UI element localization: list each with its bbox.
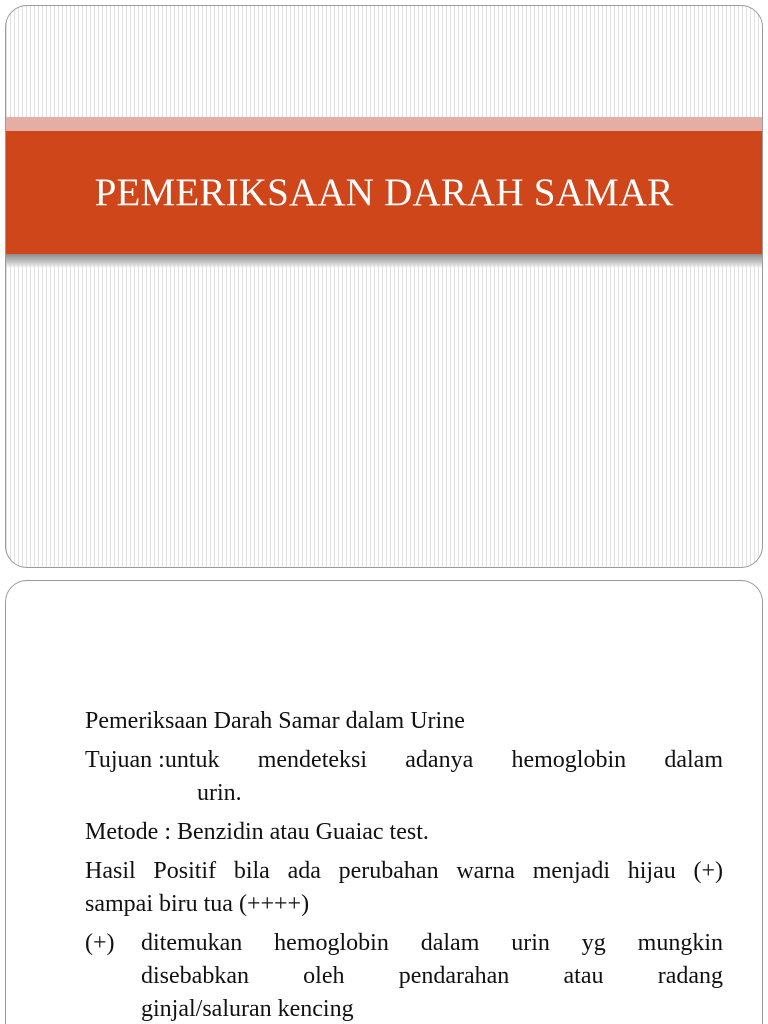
positive-result-item	[85, 927, 723, 1024]
metode-paragraph: Metode : Benzidin atau Guaiac test.	[85, 819, 429, 845]
item-line1: ditemukan hemoglobin dalam urin yg mungkin	[141, 930, 723, 956]
tujuan-paragraph	[85, 744, 723, 810]
content-heading: Pemeriksaan Darah Samar dalam Urine	[85, 708, 465, 734]
tujuan-label: Tujuan :	[85, 747, 165, 773]
tujuan-text-line2: urin.	[197, 780, 242, 806]
hasil-line2: sampai biru tua (++++)	[85, 891, 310, 917]
hasil-line1: Hasil Positif bila ada perubahan warna menjadi hijau (+)	[85, 858, 723, 884]
title-accent-band	[6, 117, 762, 131]
title-shadow	[6, 254, 762, 268]
item-marker: (+)	[85, 930, 115, 956]
title-slide	[5, 5, 763, 568]
tujuan-text-line1: untuk mendeteksi adanya hemoglobin dalam	[164, 747, 723, 773]
content-slide	[5, 580, 763, 1024]
content-body	[85, 705, 723, 1024]
title-band	[6, 131, 762, 254]
item-line3: ginjal/saluran kencing	[141, 996, 354, 1022]
item-line2: disebabkan oleh pendarahan atau radang	[141, 963, 723, 989]
slide-title: PEMERIKSAAN DARAH SAMAR	[94, 171, 674, 214]
hasil-paragraph	[85, 855, 723, 921]
